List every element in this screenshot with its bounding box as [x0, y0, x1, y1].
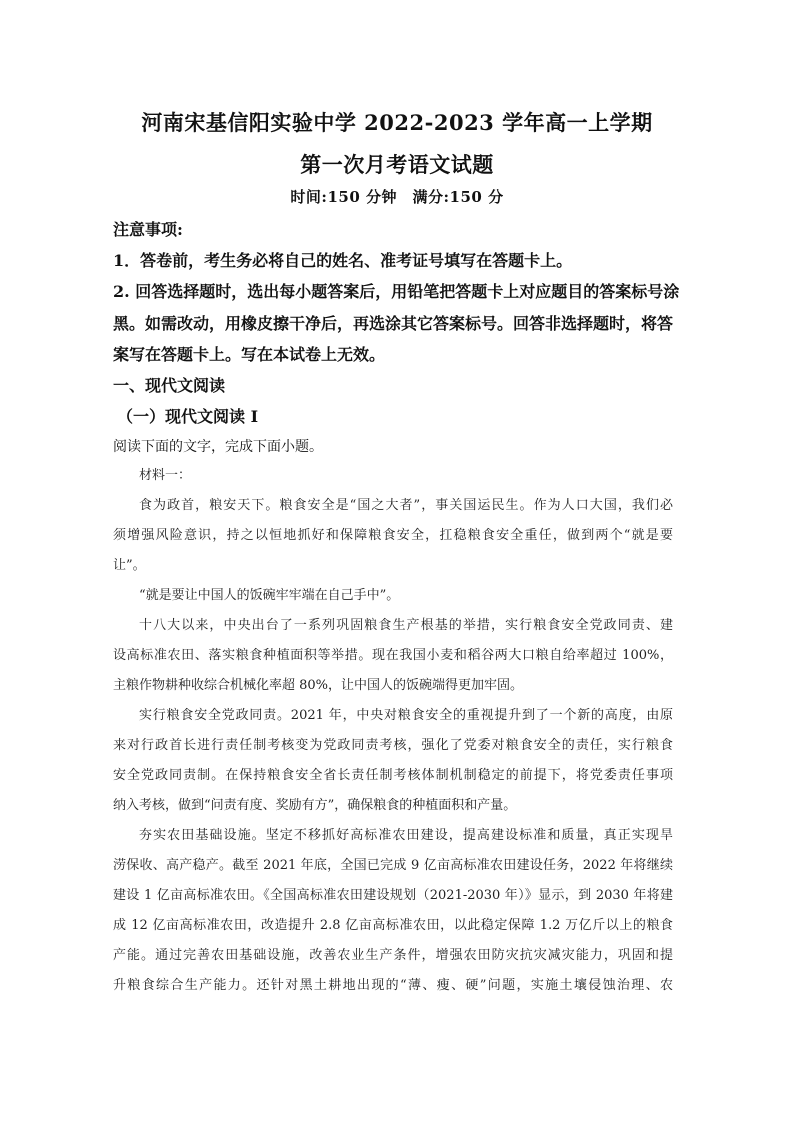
exam-title-line1: 河南宋基信阳实验中学 2022-2023 学年高一上学期 [141, 110, 653, 135]
paragraph-line: 十八大以来，中央出台了一系列巩固粮食生产根基的举措，实行粮食安全党政同责、建 [139, 618, 673, 633]
paragraph-line: 食为政首，粮安天下。粮食安全是“国之大者”，事关国运民生。作为人口大国，我们必 [139, 498, 673, 513]
exam-time-info: 时间:150 分钟 满分:150 分 [290, 188, 504, 206]
paragraph-line: 夯实农田基础设施。坚定不移抓好高标准农田建设，提高建设标准和质量，真正实现旱 [139, 828, 673, 843]
material-body [113, 461, 673, 1001]
notice-item-1: 1．答卷前，考生务必将自己的姓名、准考证号填写在答题卡上。 [113, 251, 573, 270]
section-heading: 一、现代文阅读 [113, 376, 226, 395]
paragraph-line: 产能。通过完善农田基础设施，改善农业生产条件，增强农田防灾抗灾减灾能力，巩固和提 [113, 948, 673, 963]
section-subheading: （一）现代文阅读 I [117, 407, 259, 426]
paragraph-line: 设高标准农田、落实粮食种植面积等举措。现在我国小麦和稻谷两大口粮自给率超过 100%， [113, 648, 673, 663]
paragraph-line: 让”。 [113, 558, 146, 573]
paragraph-line: 涝保收、高产稳产。截至 2021 年底，全国已完成 9 亿亩高标准农田建设任务，2022 年将继续 [113, 858, 673, 873]
material-label: 材料一： [139, 468, 192, 483]
reading-instruction: 阅读下面的文字，完成下面小题。 [113, 439, 323, 455]
notice-heading: 注意事项: [113, 220, 183, 239]
notice-item-2-line3: 案写在答题卡上。写在本试卷上无效。 [113, 345, 386, 364]
exam-title-line2: 第一次月考语文试题 [300, 152, 494, 177]
paragraph-line: 主粮作物耕种收综合机械化率超 80%，让中国人的饭碗端得更加牢固。 [113, 678, 524, 693]
paragraph-line: 成 12 亿亩高标准农田，改造提升 2.8 亿亩高标准农田，以此稳定保障 1.2 万亿斤以上的粮食 [113, 918, 673, 933]
notice-item-2-line2: 黑。如需改动，用橡皮擦干净后，再选涂其它答案标号。回答非选择题时，将答 [113, 314, 674, 333]
paragraph-line: 纳入考核，做到“问责有度、奖励有方”，确保粮食的种植面积和产量。 [113, 798, 517, 813]
paragraph-line: 升粮食综合生产能力。还针对黑土耕地出现的“薄、瘦、硬”问题，实施土壤侵蚀治理、农 [113, 978, 673, 993]
paragraph-line: 安全党政同责制。在保持粮食安全省长责任制考核体制机制稳定的前提下，将党委责任事项 [113, 768, 673, 783]
paragraph-line: 建设 1 亿亩高标准农田。《全国高标准农田建设规划（2021-2030 年）》显示，到 2030 年将建 [113, 888, 673, 903]
paragraph-line: 实行粮食安全党政同责。2021 年，中央对粮食安全的重视提升到了一个新的高度，由原 [139, 708, 673, 723]
notice-item-2-line1: 2. 回答选择题时，选出每小题答案后，用铅笔把答题卡上对应题目的答案标号涂 [113, 282, 680, 301]
paragraph-line: “就是要让中国人的饭碗牢牢端在自己手中”。 [139, 588, 400, 603]
paragraph-line: 来对行政首长进行责任制考核变为党政同责考核，强化了党委对粮食安全的责任，实行粮食 [113, 738, 673, 753]
paragraph-line: 须增强风险意识，持之以恒地抓好和保障粮食安全，扛稳粮食安全重任，做到两个“就是要 [113, 528, 673, 543]
